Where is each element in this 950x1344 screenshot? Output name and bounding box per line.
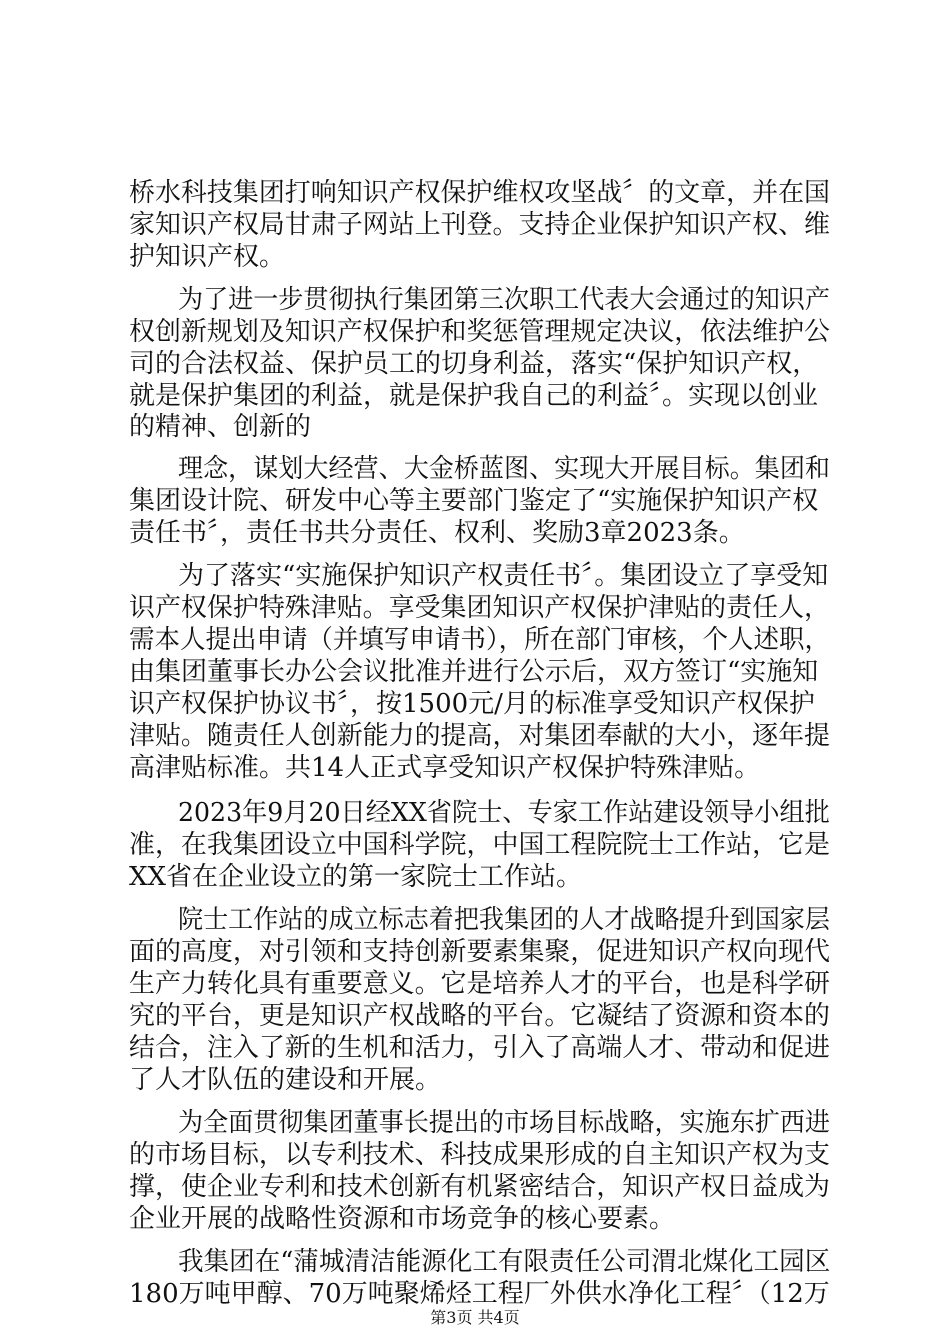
text-line: 由集团董事长办公会议批准并进行公示后，双方签订“实施知	[129, 657, 819, 687]
text-line: 了人才队伍的建设和开展。	[129, 1065, 442, 1095]
text-line: 为了进一步贯彻执行集团第三次职工代表大会通过的知识产	[178, 285, 831, 315]
text-line: 为全面贯彻集团董事长提出的市场目标战略，实施东扩西进	[178, 1108, 831, 1138]
text-line: 责任书〞，责任书共分责任、权利、奖励3章2023条。	[129, 518, 745, 548]
text-line: 司的合法权益、保护员工的切身利益，落实“保护知识产权，	[129, 349, 819, 379]
text-line: 180万吨甲醇、70万吨聚烯烃工程厂外供水净化工程〞（12万	[129, 1279, 830, 1309]
text-line: 究的平台，更是知识产权战略的平台。它凝结了资源和资本的	[129, 1001, 831, 1031]
text-line: 高津贴标准。共14人正式享受知识产权保护特殊津贴。	[129, 753, 761, 783]
text-line: 企业开展的战略性资源和市场竞争的核心要素。	[129, 1204, 676, 1234]
text-line: XX省在企业设立的第一家院士工作站。	[129, 862, 583, 892]
text-line: 理念，谋划大经营、大金桥蓝图、实现大开展目标。集团和	[178, 454, 831, 484]
text-line: 生产力转化具有重要意义。它是培养人才的平台，也是科学研	[129, 969, 831, 999]
text-line: 院士工作站的成立标志着把我集团的人才战略提升到国家层	[178, 905, 831, 935]
text-line: 准，在我集团设立中国科学院，中国工程院院士工作站，它是	[129, 830, 831, 860]
text-line: 的精神、创新的	[129, 412, 312, 442]
text-line: 家知识产权局甘肃子网站上刊登。支持企业保护知识产权、维	[129, 210, 831, 240]
text-line: 为了落实“实施保护知识产权责任书〞。集团设立了享受知	[178, 561, 829, 591]
text-line: 识产权保护协议书〞，按1500元/月的标准享受知识产权保护	[129, 689, 815, 719]
text-line: 撑，使企业专利和技术创新有机紧密结合，知识产权日益成为	[129, 1172, 831, 1202]
text-line: 的市场目标，以专利技术、科技成果形成的自主知识产权为支	[129, 1140, 831, 1170]
text-line: 护知识产权。	[129, 242, 286, 272]
text-line: 面的高度，对引领和支持创新要素集聚，促进知识产权向现代	[129, 937, 831, 967]
text-line: 津贴。随责任人创新能力的提高，对集团奉献的大小，逐年提	[129, 721, 831, 751]
text-line: 就是保护集团的利益，就是保护我自己的利益〞。实现以创业	[129, 381, 819, 411]
text-line: 2023年9月20日经XX省院士、专家工作站建设领导小组批	[178, 798, 830, 828]
text-line: 识产权保护特殊津贴。享受集团知识产权保护津贴的责任人，	[129, 593, 831, 623]
text-line: 桥水科技集团打响知识产权保护维权攻坚战〞的文章，并在国	[129, 178, 831, 208]
text-line: 结合，注入了新的生机和活力，引入了高端人才、带动和促进	[129, 1033, 831, 1063]
text-line: 权创新规划及知识产权保护和奖惩管理规定决议，依法维护公	[129, 317, 831, 347]
text-line: 集团设计院、研发中心等主要部门鉴定了“实施保护知识产权	[129, 486, 819, 516]
text-line: 需本人提出申请（并填写申请书），所在部门审核，个人述职，	[129, 625, 831, 655]
page-number-footer: 第3页 共4页	[430, 1308, 520, 1327]
text-line: 我集团在“蒲城清洁能源化工有限责任公司渭北煤化工园区	[178, 1247, 831, 1277]
